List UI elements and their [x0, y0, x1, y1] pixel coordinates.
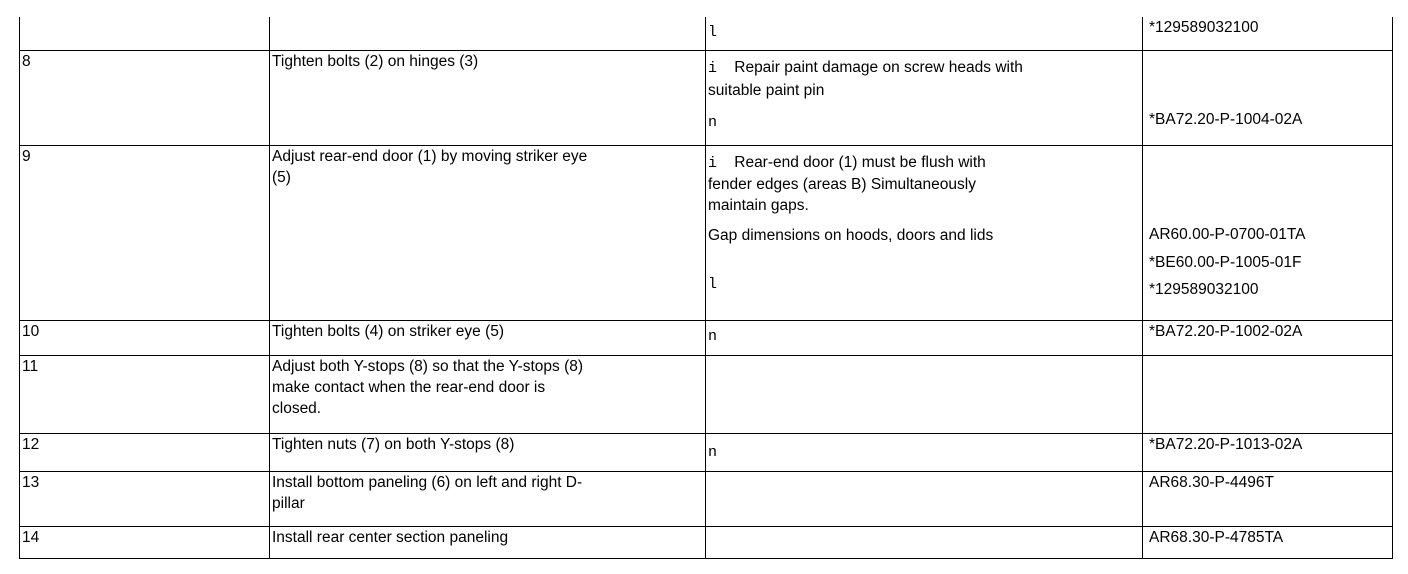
info-icon: i: [708, 60, 718, 77]
note-line: Repair paint damage on screw heads with: [734, 59, 1023, 76]
ref-cell: [1143, 527, 1393, 559]
nut-icon: n: [708, 114, 718, 131]
action-line: pillar: [272, 495, 305, 512]
action-line: make contact when the rear-end door is: [272, 379, 546, 396]
action-line: Adjust rear-end door (1) by moving striker eye: [272, 148, 588, 165]
table-row: [20, 356, 1393, 434]
table-row: [20, 434, 1393, 472]
note-line: suitable paint pin: [708, 82, 825, 99]
note-cell: [706, 356, 1143, 434]
ref-cell: [1143, 146, 1393, 321]
reference-link[interactable]: AR60.00-P-0700-01TA: [1149, 226, 1306, 243]
action-cell: [270, 356, 706, 434]
info-note: [708, 57, 1126, 102]
step-cell: 12: [20, 434, 270, 472]
step-cell: 9: [20, 146, 270, 321]
note-line: maintain gaps.: [708, 197, 809, 214]
note-cell: [706, 472, 1143, 527]
reference-link[interactable]: *BA72.20-P-1004-02A: [1149, 111, 1303, 128]
reference-link[interactable]: *129589032100: [1149, 19, 1259, 36]
ref-cell: [1143, 472, 1393, 527]
ref-cell: [1143, 434, 1393, 472]
action-cell: [270, 472, 706, 527]
ref-cell: [1143, 17, 1393, 51]
info-icon: i: [708, 155, 718, 172]
gap-dimensions-link[interactable]: Gap dimensions on hoods, doors and lids: [708, 227, 994, 244]
procedure-table: [19, 17, 1393, 559]
note-cell: [706, 51, 1143, 146]
table-row: [20, 321, 1393, 356]
ref-cell: [1143, 321, 1393, 356]
step-cell: 8: [20, 51, 270, 146]
action-line: Adjust both Y-stops (8) so that the Y-stops (8): [272, 358, 584, 375]
table-row: [20, 472, 1393, 527]
action-cell: Tighten nuts (7) on both Y-stops (8): [270, 434, 706, 472]
step-cell: [20, 17, 270, 51]
action-cell: Tighten bolts (2) on hinges (3): [270, 51, 706, 146]
step-cell: 10: [20, 321, 270, 356]
note-cell: [706, 146, 1143, 321]
table-row: [20, 17, 1393, 51]
note-cell: [706, 527, 1143, 559]
nut-icon: n: [708, 444, 718, 461]
ref-cell: [1143, 356, 1393, 434]
note-line: fender edges (areas B) Simultaneously: [708, 176, 976, 193]
reference-link[interactable]: *BE60.00-P-1005-01F: [1149, 254, 1302, 271]
action-line: (5): [272, 169, 291, 186]
reference-link[interactable]: *BA72.20-P-1013-02A: [1149, 436, 1303, 453]
action-cell: Tighten bolts (4) on striker eye (5): [270, 321, 706, 356]
reference-link[interactable]: *129589032100: [1149, 281, 1259, 298]
ref-cell: [1143, 51, 1393, 146]
action-cell: [270, 17, 706, 51]
action-line: closed.: [272, 400, 322, 417]
note-cell: [706, 321, 1143, 356]
action-cell: Install rear center section paneling: [270, 527, 706, 559]
table-row: [20, 527, 1393, 559]
note-cell: [706, 17, 1143, 51]
step-cell: 11: [20, 356, 270, 434]
reference-link[interactable]: AR68.30-P-4496T: [1149, 474, 1274, 491]
note-cell: [706, 434, 1143, 472]
link-icon: l: [708, 276, 718, 293]
step-cell: 13: [20, 472, 270, 527]
nut-icon: n: [708, 328, 718, 345]
action-cell: [270, 146, 706, 321]
reference-link[interactable]: *BA72.20-P-1002-02A: [1149, 323, 1303, 340]
reference-link[interactable]: AR68.30-P-4785TA: [1149, 529, 1284, 546]
action-line: Install bottom paneling (6) on left and right D-: [272, 474, 583, 491]
step-cell: 14: [20, 527, 270, 559]
table-row: [20, 146, 1393, 321]
note-line: Rear-end door (1) must be flush with: [734, 154, 986, 171]
info-note: [708, 152, 1142, 216]
link-icon: l: [708, 24, 718, 41]
table-row: [20, 51, 1393, 146]
